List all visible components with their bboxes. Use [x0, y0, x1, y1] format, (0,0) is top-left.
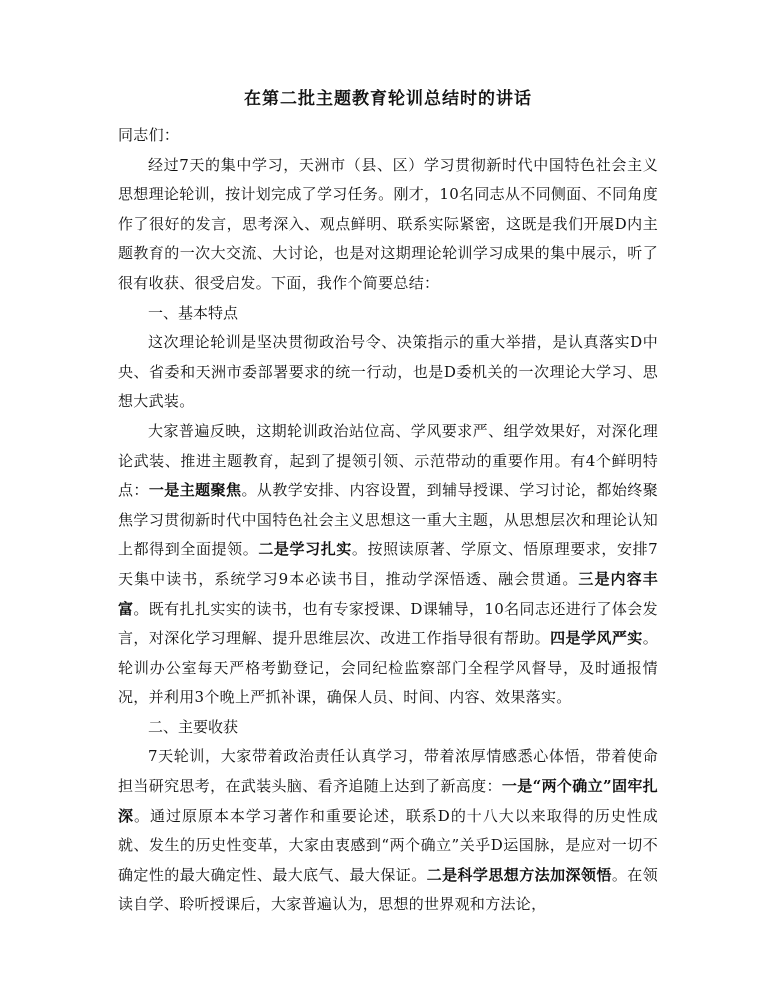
section2-paragraph-1 — [118, 742, 658, 920]
feature-4-text: 。轮训办公室每天严格考勤登记，会同纪检监察部门全程学风督导，及时通报情况，并利用3个晚上严抓补课，确保人员、时间、内容、效果落实。 — [118, 629, 658, 707]
section2-p1-lead: 7天轮训，大家带着政治责任认真学习，带着浓厚情感悉心体悟，带着使命担当研究思考，在武装头脑、看齐追随上达到了新高度： — [118, 747, 658, 796]
section-heading-main-gains: 二、主要收获 — [148, 717, 239, 736]
feature-4-label: 四是学风严实 — [550, 629, 643, 648]
feature-3-label: 三是内容丰富 — [118, 569, 658, 618]
feature-1-label: 一是主题聚焦 — [148, 481, 242, 500]
gain-1-text: 。通过原原本本学习著作和重要论述，联系D的十八大以来取得的历史性成就、发生的历史性变革，大家由衷感到“两个确立”关乎D运国脉，是应对一切不确定性的最大确定性、最大底气、最大保证。 — [118, 806, 658, 884]
section1-paragraph-2 — [118, 417, 658, 713]
feature-1-text: 。从教学安排、内容设置，到辅导授课、学习讨论，都始终聚焦学习贯彻新时代中国特色社会主义思想这一重大主题，从思想层次和理论认知上都得到全面提领。 — [118, 481, 658, 559]
section1-paragraph-1: 这次理论轮训是坚决贯彻政治号令、决策指示的重大举措，是认真落实D中央、省委和天洲市委部署要求的统一行动，也是D委机关的一次理论大学习、思想大武装。 — [118, 333, 658, 411]
section1-p2-lead: 大家普遍反映，这期轮训政治站位高、学风要求严、组学效果好，对深化理论武装、推进主题教育，起到了提领引领、示范带动的重要作用。有4个鲜明特点： — [118, 421, 658, 500]
gain-2-label: 二是科学思想方法加深领悟 — [426, 865, 612, 884]
salutation: 同志们： — [118, 126, 180, 144]
document-title: 在第二批主题教育轮训总结时的讲话 — [244, 89, 532, 109]
feature-2-text: 。按照读原著、学原文、悟原理要求，安排7天集中读书，系统学习9本必读书目，推动学深悟透、融会贯通。 — [118, 540, 659, 588]
document-page — [118, 86, 658, 920]
feature-2-label: 二是学习扎实 — [258, 540, 352, 559]
gain-1-label: 一是“两个确立”固牢扎深 — [118, 777, 658, 825]
section-heading-basic-features: 一、基本特点 — [148, 303, 239, 322]
feature-3-text: 。既有扎扎实实的读书，也有专家授课、D课辅导，10名同志还进行了体会发言，对深化学习理解、提升思维层次、改进工作指导很有帮助。 — [118, 599, 658, 648]
intro-paragraph: 经过7天的集中学习，天洲市（县、区）学习贯彻新时代中国特色社会主义思想理论轮训，按计划完成了学习任务。刚才，10名同志从不同侧面、不同角度作了很好的发言，思考深入、观点鲜明、联系实际紧密，这既是我们开展D内主题教育的一次大交流、大讨论，也是对这期理论轮训学习成果的集中展示，听了很有收获、很受启发。下面，我作个简要总结： — [118, 155, 658, 292]
gain-2-text: 。在领读自学、聆听授课后，大家普遍认为，思想的世界观和方法论， — [118, 865, 658, 914]
